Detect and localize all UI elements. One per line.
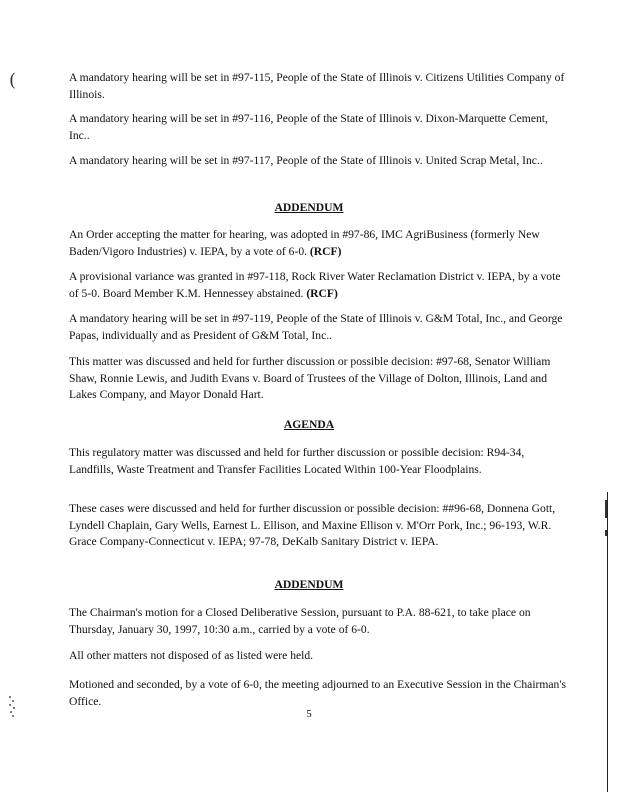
heading-addendum-2: ADDENDUM: [274, 578, 344, 591]
heading-agenda: AGENDA: [283, 418, 335, 431]
paragraph-adjourned: Motioned and seconded, by a vote of 6-0, the meeting adjourned to an Executive Session in the Chairman's Office.: [69, 678, 566, 708]
rcf-tag: (RCF): [306, 286, 338, 300]
paragraph-r94-34: This regulatory matter was discussed and held for further discussion or possible decision: R94-34, Landfills, Waste Treatment and Transfer Facilities Located Within 100-Year Floodplains.: [69, 446, 525, 476]
paragraph-other-matters: All other matters not disposed of as listed were held.: [69, 649, 314, 662]
scan-edge-tick: [605, 500, 607, 518]
margin-scan-dots: [7, 694, 17, 720]
scan-edge-line: [607, 492, 608, 792]
margin-bracket-mark: (: [9, 70, 17, 91]
heading-addendum-1: ADDENDUM: [274, 201, 344, 214]
paragraph-held-cases: These cases were discussed and held for further discussion or possible decision: ##96-68, Donnena Gott, Lyndell Chaplain, Gary Wells, Earnest L. Ellison, and Maxine Ellison v. M'Orr Pork, Inc.; 96-193, W.R. Grace Company-Connecticut v. IEPA; 97-78, DeKalb Sanitary District v. IEPA.: [69, 502, 556, 548]
paragraph-closed-session: The Chairman's motion for a Closed Deliberative Session, pursuant to P.A. 88-621, to take place on Thursday, January 30, 1997, 10:30 a.m., carried by a vote of 6-0.: [69, 606, 531, 636]
rcf-tag: (RCF): [309, 244, 342, 258]
paragraph-97-116: A mandatory hearing will be set in #97-116, People of the State of Illinois v. Dixon-Marquette Cement, Inc..: [69, 112, 548, 142]
scan-edge-tick: [605, 530, 607, 536]
page-number: 5: [306, 708, 312, 720]
paragraph-97-118-text: A provisional variance was granted in #97-118, Rock River Water Reclamation District v. IEPA, by a vote of 5-0. Board Member K.M. Hennessey abstained.: [69, 270, 561, 300]
paragraph-97-117: A mandatory hearing will be set in #97-117, People of the State of Illinois v. United Scrap Metal, Inc..: [69, 154, 543, 167]
paragraph-97-119: A mandatory hearing will be set in #97-119, People of the State of Illinois v. G&M Total, Inc., and George Papas, individually and as President of G&M Total, Inc..: [69, 312, 563, 342]
paragraph-97-86: [69, 227, 569, 260]
paragraph-97-118: [69, 269, 569, 302]
paragraph-97-68: This matter was discussed and held for further discussion or possible decision: #97-68, Senator William Shaw, Ronnie Lewis, and Judith Evans v. Board of Trustees of the Village of Dolton, Illinois, Land and Lakes Company, and Mayor Donald Hart.: [69, 355, 551, 401]
paragraph-97-115: A mandatory hearing will be set in #97-115, People of the State of Illinois v. Citizens Utilities Company of Illinois.: [69, 71, 565, 101]
paragraph-97-86-text: An Order accepting the matter for hearing, was adopted in #97-86, IMC AgriBusiness (formerly New Baden/Vigoro Industries) v. IEPA, by a vote of 6-0.: [69, 228, 540, 258]
